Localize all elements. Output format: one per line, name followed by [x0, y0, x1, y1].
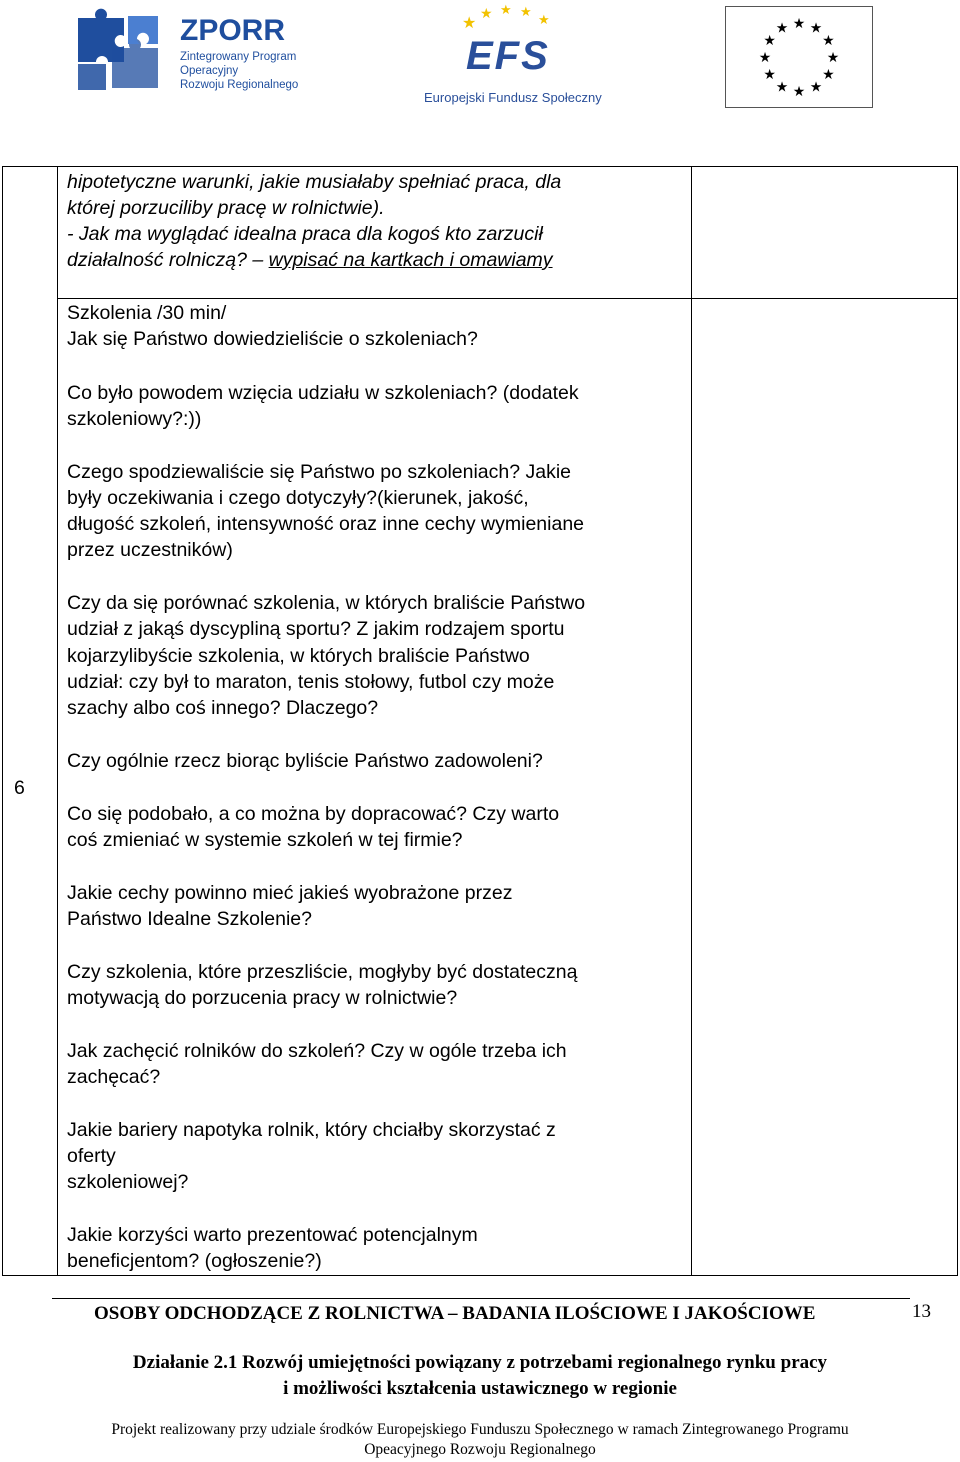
eu-star-icon: ★	[763, 67, 776, 83]
eu-star-icon: ★	[809, 79, 823, 96]
table-line: Jak się Państwo dowiedzieliście o szkoleniach?	[67, 328, 478, 350]
underlined-note: wypisać na kartkach i omawiamy	[268, 249, 553, 271]
zporr-subtitle-line: Operacyjny	[180, 65, 239, 77]
table-line: Jakie cechy powinno mieć jakieś wyobrażone przez	[67, 882, 513, 904]
action-line: i możliwości kształcenia ustawicznego w regionie	[283, 1378, 677, 1399]
eu-star-icon: ★	[775, 20, 789, 37]
eu-star-icon: ★	[809, 20, 823, 37]
svg-text:★: ★	[480, 6, 493, 22]
eu-star-icon: ★	[792, 84, 806, 100]
table-line: oferty	[67, 1145, 116, 1167]
table-line	[67, 247, 553, 273]
footer-rule	[52, 1298, 910, 1299]
table-line: Co się podobało, a co można by dopracować? Czy warto	[67, 803, 560, 825]
footer-title: OSOBY ODCHODZĄCE Z ROLNICTWA – BADANIA ILOŚCIOWE I JAKOŚCIOWE	[94, 1303, 816, 1324]
table-line: beneficjentom? (ogłoszenie?)	[67, 1250, 322, 1272]
eu-star-icon: ★	[758, 50, 772, 66]
project-line: Projekt realizowany przy udziale środków Europejskiego Funduszu Społecznego w ramach Zintegrowanego Programu	[111, 1421, 849, 1438]
eu-star-icon: ★	[822, 67, 835, 83]
table-line: Czy ogólnie rzecz biorąc byliście Państwo zadowoleni?	[67, 750, 543, 772]
table-line: przez uczestników)	[67, 539, 233, 561]
table-line: której porzuciliby pracę w rolnictwie).	[67, 197, 385, 219]
table-line: zachęcać?	[67, 1066, 161, 1088]
table-line: Co było powodem wzięcia udziału w szkoleniach? (dodatek	[67, 382, 579, 404]
svg-text:★: ★	[462, 13, 477, 32]
efs-brand: EFS	[466, 34, 550, 78]
column-divider	[691, 167, 692, 1275]
table-line: udział: czy był to maraton, tenis stołowy, futbol czy może	[67, 671, 555, 693]
project-line: Opeacyjnego Rozwoju Regionalnego	[364, 1441, 596, 1458]
table-line: coś zmieniać w systemie szkoleń w tej firmie?	[67, 829, 463, 851]
eu-star-icon: ★	[792, 16, 806, 32]
table-line: długość szkoleń, intensywność oraz inne cechy wymieniane	[67, 513, 585, 535]
page-number: 13	[912, 1301, 931, 1322]
zporr-subtitle	[180, 50, 298, 92]
table-line: kojarzylibyście szkolenia, w których braliście Państwo	[67, 645, 530, 667]
table-line: - Jak ma wyglądać idealna praca dla kogoś kto zarzucił	[67, 223, 543, 245]
table-line: były oczekiwania i czego dotyczyły?(kierunek, jakość,	[67, 487, 529, 509]
eu-flag-icon	[725, 6, 873, 108]
eu-star-icon: ★	[763, 33, 776, 49]
table-line: hipotetyczne warunki, jakie musiałaby spełniać praca, dla	[67, 171, 562, 193]
eu-star-icon: ★	[775, 79, 789, 96]
table-line: Szkolenia /30 min/	[67, 302, 227, 324]
table-line: Jakie bariery napotyka rolnik, który chciałby skorzystać z	[67, 1119, 556, 1141]
eu-star-icon: ★	[822, 33, 835, 49]
zporr-logo	[72, 8, 302, 94]
table-line-part: działalność rolniczą? –	[67, 249, 269, 271]
zporr-subtitle-line: Zintegrowany Program	[180, 51, 297, 63]
table-line: Czy szkolenia, które przeszliście, mogłyby być dostateczną	[67, 961, 578, 983]
zporr-brand: ZPORR	[180, 14, 285, 47]
table-line: szachy albo coś innego? Dlaczego?	[67, 697, 379, 719]
table-line: motywacją do porzucenia pracy w rolnictwie?	[67, 987, 458, 1009]
row-number: 6	[14, 777, 25, 799]
table-line: Czego spodziewaliście się Państwo po szkoleniach? Jakie	[67, 461, 572, 483]
table-line: Jak zachęcić rolników do szkoleń? Czy w ogóle trzeba ich	[67, 1040, 567, 1062]
eu-stars-ring	[726, 7, 872, 107]
table-line: Jakie korzyści warto prezentować potencjalnym	[67, 1224, 478, 1246]
table-line: szkoleniowej?	[67, 1171, 189, 1193]
table-line: Czy da się porównać szkolenia, w których braliście Państwo	[67, 592, 586, 614]
row-divider	[57, 298, 957, 299]
action-line: Działanie 2.1 Rozwój umiejętności powiązany z potrzebami regionalnego rynku pracy	[132, 1352, 828, 1373]
svg-text:★: ★	[520, 5, 532, 20]
svg-text:★: ★	[500, 4, 512, 18]
eu-star-icon: ★	[826, 50, 840, 66]
column-divider	[57, 167, 58, 1275]
table-line: Państwo Idealne Szkolenie?	[67, 908, 312, 930]
svg-text:★: ★	[538, 13, 550, 28]
table-line: szkoleniowy?:))	[67, 408, 202, 430]
efs-logo	[420, 4, 600, 110]
table-line: udział z jakąś dyscypliną sportu? Z jakim rodzajem sportu	[67, 618, 565, 640]
zporr-subtitle-line: Rozwoju Regionalnego	[180, 79, 299, 91]
efs-caption: Europejski Fundusz Społeczny	[424, 90, 602, 105]
